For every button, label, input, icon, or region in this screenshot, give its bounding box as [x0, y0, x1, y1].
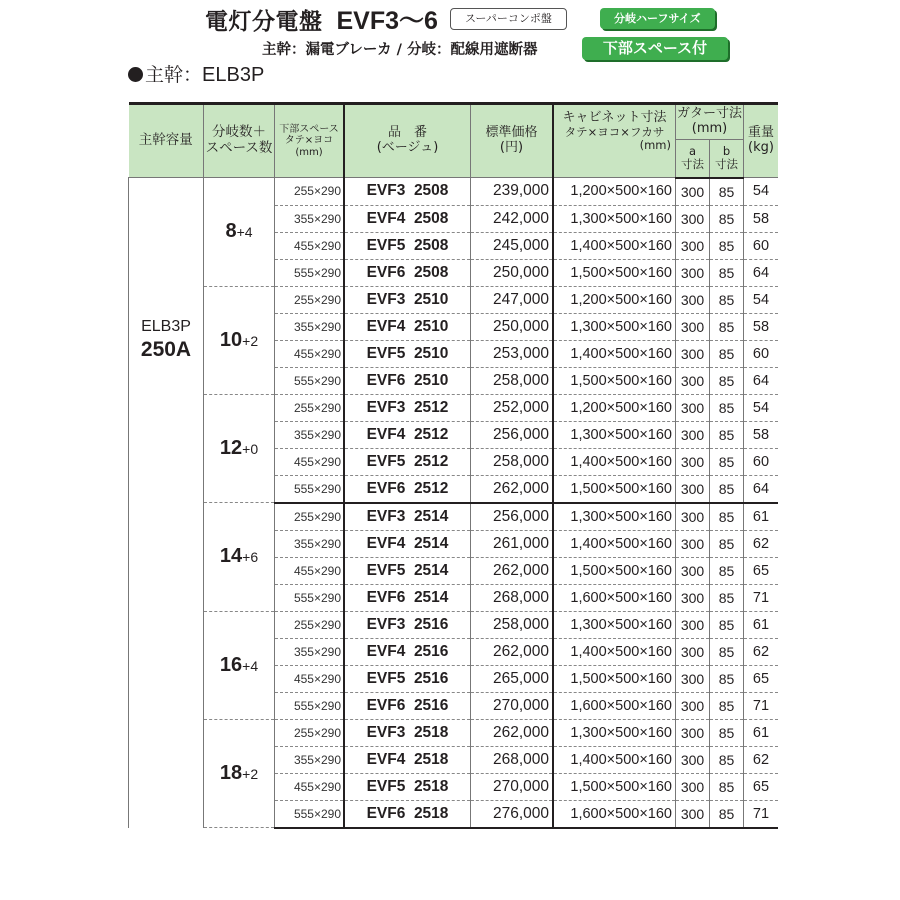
gutter-a-cell: 300: [676, 800, 710, 828]
price-cell: 268,000: [471, 584, 554, 611]
gutter-b-cell: 85: [710, 530, 744, 557]
weight-cell: 65: [744, 773, 779, 800]
part-number-cell: EVF4 2510: [344, 313, 471, 340]
gutter-b-cell: 85: [710, 178, 744, 206]
weight-cell: 61: [744, 611, 779, 638]
branch-count-cell: 10+2: [204, 286, 275, 394]
part-number-cell: EVF4 2508: [344, 205, 471, 232]
gutter-b-cell: 85: [710, 205, 744, 232]
gutter-a-cell: 300: [676, 557, 710, 584]
table-body: [129, 178, 779, 828]
part-number-cell: EVF3 2516: [344, 611, 471, 638]
subtitle: 主幹：漏電ブレーカ / 分岐：配線用遮断器: [262, 42, 538, 58]
table-row: [129, 719, 779, 746]
weight-cell: 61: [744, 719, 779, 746]
header-gutter-b: b 寸法: [710, 140, 744, 178]
gutter-a-cell: 300: [676, 394, 710, 421]
part-number-cell: EVF3 2512: [344, 394, 471, 421]
gutter-b-cell: 85: [710, 692, 744, 719]
gutter-a-cell: 300: [676, 259, 710, 286]
page-title: 電灯分電盤: [205, 8, 323, 35]
weight-cell: 62: [744, 530, 779, 557]
part-number-cell: EVF5 2510: [344, 340, 471, 367]
bottom-space-cell: 355×290: [275, 313, 345, 340]
gutter-a-cell: 300: [676, 503, 710, 531]
cabinet-size-cell: 1,300×500×160: [553, 611, 676, 638]
cabinet-size-cell: 1,500×500×160: [553, 773, 676, 800]
title-row: [205, 4, 567, 34]
gutter-a-cell: 300: [676, 232, 710, 259]
gutter-b-cell: 85: [710, 367, 744, 394]
gutter-a-cell: 300: [676, 205, 710, 232]
gutter-a-cell: 300: [676, 665, 710, 692]
section-model: ELB3P: [202, 64, 265, 86]
cabinet-size-cell: 1,200×500×160: [553, 178, 676, 206]
cabinet-size-cell: 1,400×500×160: [553, 340, 676, 367]
gutter-a-cell: 300: [676, 475, 710, 503]
weight-cell: 71: [744, 800, 779, 828]
bottom-space-cell: 455×290: [275, 340, 345, 367]
weight-cell: 54: [744, 394, 779, 421]
gutter-b-cell: 85: [710, 394, 744, 421]
gutter-b-cell: 85: [710, 421, 744, 448]
price-cell: 270,000: [471, 773, 554, 800]
price-cell: 253,000: [471, 340, 554, 367]
bottom-space-cell: 255×290: [275, 611, 345, 638]
gutter-b-cell: 85: [710, 503, 744, 531]
bottom-space-cell: 355×290: [275, 746, 345, 773]
gutter-b-cell: 85: [710, 232, 744, 259]
bottom-space-cell: 555×290: [275, 800, 345, 828]
cabinet-size-cell: 1,500×500×160: [553, 665, 676, 692]
series-badge: スーパーコンポ盤: [450, 8, 567, 30]
gutter-a-cell: 300: [676, 692, 710, 719]
bottom-space-cell: 455×290: [275, 232, 345, 259]
cabinet-size-cell: 1,300×500×160: [553, 719, 676, 746]
part-number-cell: EVF4 2516: [344, 638, 471, 665]
price-cell: 256,000: [471, 421, 554, 448]
part-number-cell: EVF5 2518: [344, 773, 471, 800]
part-number-cell: EVF3 2508: [344, 178, 471, 206]
bottom-space-cell: 455×290: [275, 773, 345, 800]
gutter-a-cell: 300: [676, 178, 710, 206]
header-price: 標準価格 (円): [471, 104, 554, 178]
weight-cell: 62: [744, 746, 779, 773]
part-number-cell: EVF3 2510: [344, 286, 471, 313]
cabinet-size-cell: 1,400×500×160: [553, 638, 676, 665]
price-cell: 262,000: [471, 475, 554, 503]
weight-cell: 65: [744, 557, 779, 584]
gutter-b-cell: 85: [710, 259, 744, 286]
table-row: [129, 611, 779, 638]
price-cell: 262,000: [471, 557, 554, 584]
main-capacity-cell: ELB3P 250A: [129, 178, 204, 503]
weight-cell: 64: [744, 367, 779, 394]
weight-cell: 60: [744, 232, 779, 259]
gutter-b-cell: 85: [710, 719, 744, 746]
bottom-space-cell: 255×290: [275, 719, 345, 746]
half-size-badge: 分岐ハーフサイズ: [600, 8, 715, 29]
table-row: [129, 394, 779, 421]
part-number-cell: EVF6 2518: [344, 800, 471, 828]
gutter-a-cell: 300: [676, 448, 710, 475]
header-weight: 重量 (kg): [744, 104, 779, 178]
part-number-cell: EVF5 2508: [344, 232, 471, 259]
table-row: [129, 503, 779, 531]
weight-cell: 62: [744, 638, 779, 665]
price-cell: 270,000: [471, 692, 554, 719]
part-number-cell: EVF6 2514: [344, 584, 471, 611]
model-range: EVF3〜6: [336, 7, 438, 35]
cabinet-size-cell: 1,300×500×160: [553, 421, 676, 448]
price-cell: 239,000: [471, 178, 554, 206]
gutter-a-cell: 300: [676, 530, 710, 557]
cabinet-size-cell: 1,300×500×160: [553, 205, 676, 232]
part-number-cell: EVF6 2510: [344, 367, 471, 394]
part-number-cell: EVF6 2516: [344, 692, 471, 719]
bullet-icon: [128, 67, 143, 82]
branch-count-cell: 12+0: [204, 394, 275, 503]
bottom-space-cell: 455×290: [275, 665, 345, 692]
bottom-space-cell: 255×290: [275, 394, 345, 421]
price-cell: 261,000: [471, 530, 554, 557]
bottom-space-cell: 555×290: [275, 259, 345, 286]
gutter-b-cell: 85: [710, 638, 744, 665]
part-number-cell: EVF5 2516: [344, 665, 471, 692]
weight-cell: 64: [744, 259, 779, 286]
header-main-capacity: 主幹容量: [129, 104, 204, 178]
price-cell: 258,000: [471, 448, 554, 475]
price-cell: 268,000: [471, 746, 554, 773]
gutter-b-cell: 85: [710, 773, 744, 800]
weight-cell: 54: [744, 286, 779, 313]
branch-count-cell: 18+2: [204, 719, 275, 828]
gutter-b-cell: 85: [710, 448, 744, 475]
price-cell: 256,000: [471, 503, 554, 531]
weight-cell: 65: [744, 665, 779, 692]
header-branch-count: 分岐数＋ スペース数: [204, 104, 275, 178]
cabinet-size-cell: 1,400×500×160: [553, 530, 676, 557]
weight-cell: 71: [744, 584, 779, 611]
cabinet-size-cell: 1,200×500×160: [553, 394, 676, 421]
price-cell: 242,000: [471, 205, 554, 232]
cabinet-size-cell: 1,500×500×160: [553, 557, 676, 584]
gutter-b-cell: 85: [710, 313, 744, 340]
gutter-a-cell: 300: [676, 611, 710, 638]
cabinet-size-cell: 1,400×500×160: [553, 448, 676, 475]
bottom-space-cell: 455×290: [275, 557, 345, 584]
bottom-space-cell: 455×290: [275, 448, 345, 475]
weight-cell: 54: [744, 178, 779, 206]
gutter-b-cell: 85: [710, 800, 744, 828]
price-cell: 262,000: [471, 638, 554, 665]
price-cell: 265,000: [471, 665, 554, 692]
header-bottom-space: 下部スペース タテ×ヨコ (mm): [275, 104, 345, 178]
weight-cell: 60: [744, 448, 779, 475]
header-part-number: 品 番 (ベージュ): [344, 104, 471, 178]
gutter-b-cell: 85: [710, 475, 744, 503]
cabinet-size-cell: 1,300×500×160: [553, 503, 676, 531]
bottom-space-cell: 555×290: [275, 367, 345, 394]
section-heading: [128, 60, 264, 87]
branch-count-cell: 14+6: [204, 503, 275, 612]
price-cell: 250,000: [471, 259, 554, 286]
branch-count-cell: 8+4: [204, 178, 275, 287]
bottom-space-cell: 555×290: [275, 475, 345, 503]
bottom-space-cell: 355×290: [275, 205, 345, 232]
gutter-a-cell: 300: [676, 340, 710, 367]
part-number-cell: EVF3 2518: [344, 719, 471, 746]
weight-cell: 58: [744, 205, 779, 232]
header-cabinet-size: キャビネット寸法 タテ×ヨコ×フカサ (mm): [553, 104, 676, 178]
bottom-space-cell: 255×290: [275, 503, 345, 531]
gutter-a-cell: 300: [676, 719, 710, 746]
part-number-cell: EVF4 2512: [344, 421, 471, 448]
gutter-b-cell: 85: [710, 746, 744, 773]
cabinet-size-cell: 1,400×500×160: [553, 232, 676, 259]
weight-cell: 58: [744, 421, 779, 448]
gutter-b-cell: 85: [710, 611, 744, 638]
gutter-b-cell: 85: [710, 286, 744, 313]
price-cell: 258,000: [471, 367, 554, 394]
gutter-a-cell: 300: [676, 286, 710, 313]
gutter-a-cell: 300: [676, 313, 710, 340]
weight-cell: 60: [744, 340, 779, 367]
cabinet-size-cell: 1,500×500×160: [553, 475, 676, 503]
bottom-space-cell: 355×290: [275, 530, 345, 557]
cabinet-size-cell: 1,200×500×160: [553, 286, 676, 313]
header-gutter-size: ガター寸法 (mm): [676, 104, 744, 140]
price-cell: 252,000: [471, 394, 554, 421]
section-label: 主幹：: [145, 64, 203, 86]
part-number-cell: EVF6 2512: [344, 475, 471, 503]
weight-cell: 64: [744, 475, 779, 503]
branch-count-cell: 16+4: [204, 611, 275, 719]
price-cell: 258,000: [471, 611, 554, 638]
bottom-space-cell: 355×290: [275, 421, 345, 448]
weight-cell: 71: [744, 692, 779, 719]
cabinet-size-cell: 1,500×500×160: [553, 367, 676, 394]
table-row: [129, 286, 779, 313]
gutter-a-cell: 300: [676, 367, 710, 394]
header-gutter-a: a 寸法: [676, 140, 710, 178]
gutter-a-cell: 300: [676, 773, 710, 800]
bottom-space-cell: 555×290: [275, 584, 345, 611]
gutter-a-cell: 300: [676, 584, 710, 611]
bottom-space-badge: 下部スペース付: [582, 37, 728, 60]
gutter-b-cell: 85: [710, 665, 744, 692]
cabinet-size-cell: 1,500×500×160: [553, 259, 676, 286]
header-row: [129, 104, 779, 140]
price-cell: 245,000: [471, 232, 554, 259]
gutter-b-cell: 85: [710, 340, 744, 367]
bottom-space-cell: 555×290: [275, 692, 345, 719]
weight-cell: 58: [744, 313, 779, 340]
table-row: [129, 178, 779, 206]
price-cell: 262,000: [471, 719, 554, 746]
gutter-a-cell: 300: [676, 638, 710, 665]
bottom-space-cell: 255×290: [275, 286, 345, 313]
cabinet-size-cell: 1,400×500×160: [553, 746, 676, 773]
gutter-b-cell: 85: [710, 584, 744, 611]
bottom-space-cell: 355×290: [275, 638, 345, 665]
part-number-cell: EVF5 2512: [344, 448, 471, 475]
part-number-cell: EVF3 2514: [344, 503, 471, 531]
part-number-cell: EVF5 2514: [344, 557, 471, 584]
bottom-space-cell: 255×290: [275, 178, 345, 206]
part-number-cell: EVF4 2514: [344, 530, 471, 557]
price-cell: 247,000: [471, 286, 554, 313]
cabinet-size-cell: 1,600×500×160: [553, 800, 676, 828]
gutter-a-cell: 300: [676, 746, 710, 773]
gutter-a-cell: 300: [676, 421, 710, 448]
cabinet-size-cell: 1,600×500×160: [553, 692, 676, 719]
weight-cell: 61: [744, 503, 779, 531]
price-cell: 276,000: [471, 800, 554, 828]
main-capacity-cell: [129, 503, 204, 828]
price-cell: 250,000: [471, 313, 554, 340]
part-number-cell: EVF6 2508: [344, 259, 471, 286]
cabinet-size-cell: 1,600×500×160: [553, 584, 676, 611]
cabinet-size-cell: 1,300×500×160: [553, 313, 676, 340]
part-number-cell: EVF4 2518: [344, 746, 471, 773]
gutter-b-cell: 85: [710, 557, 744, 584]
price-table: [128, 102, 778, 829]
